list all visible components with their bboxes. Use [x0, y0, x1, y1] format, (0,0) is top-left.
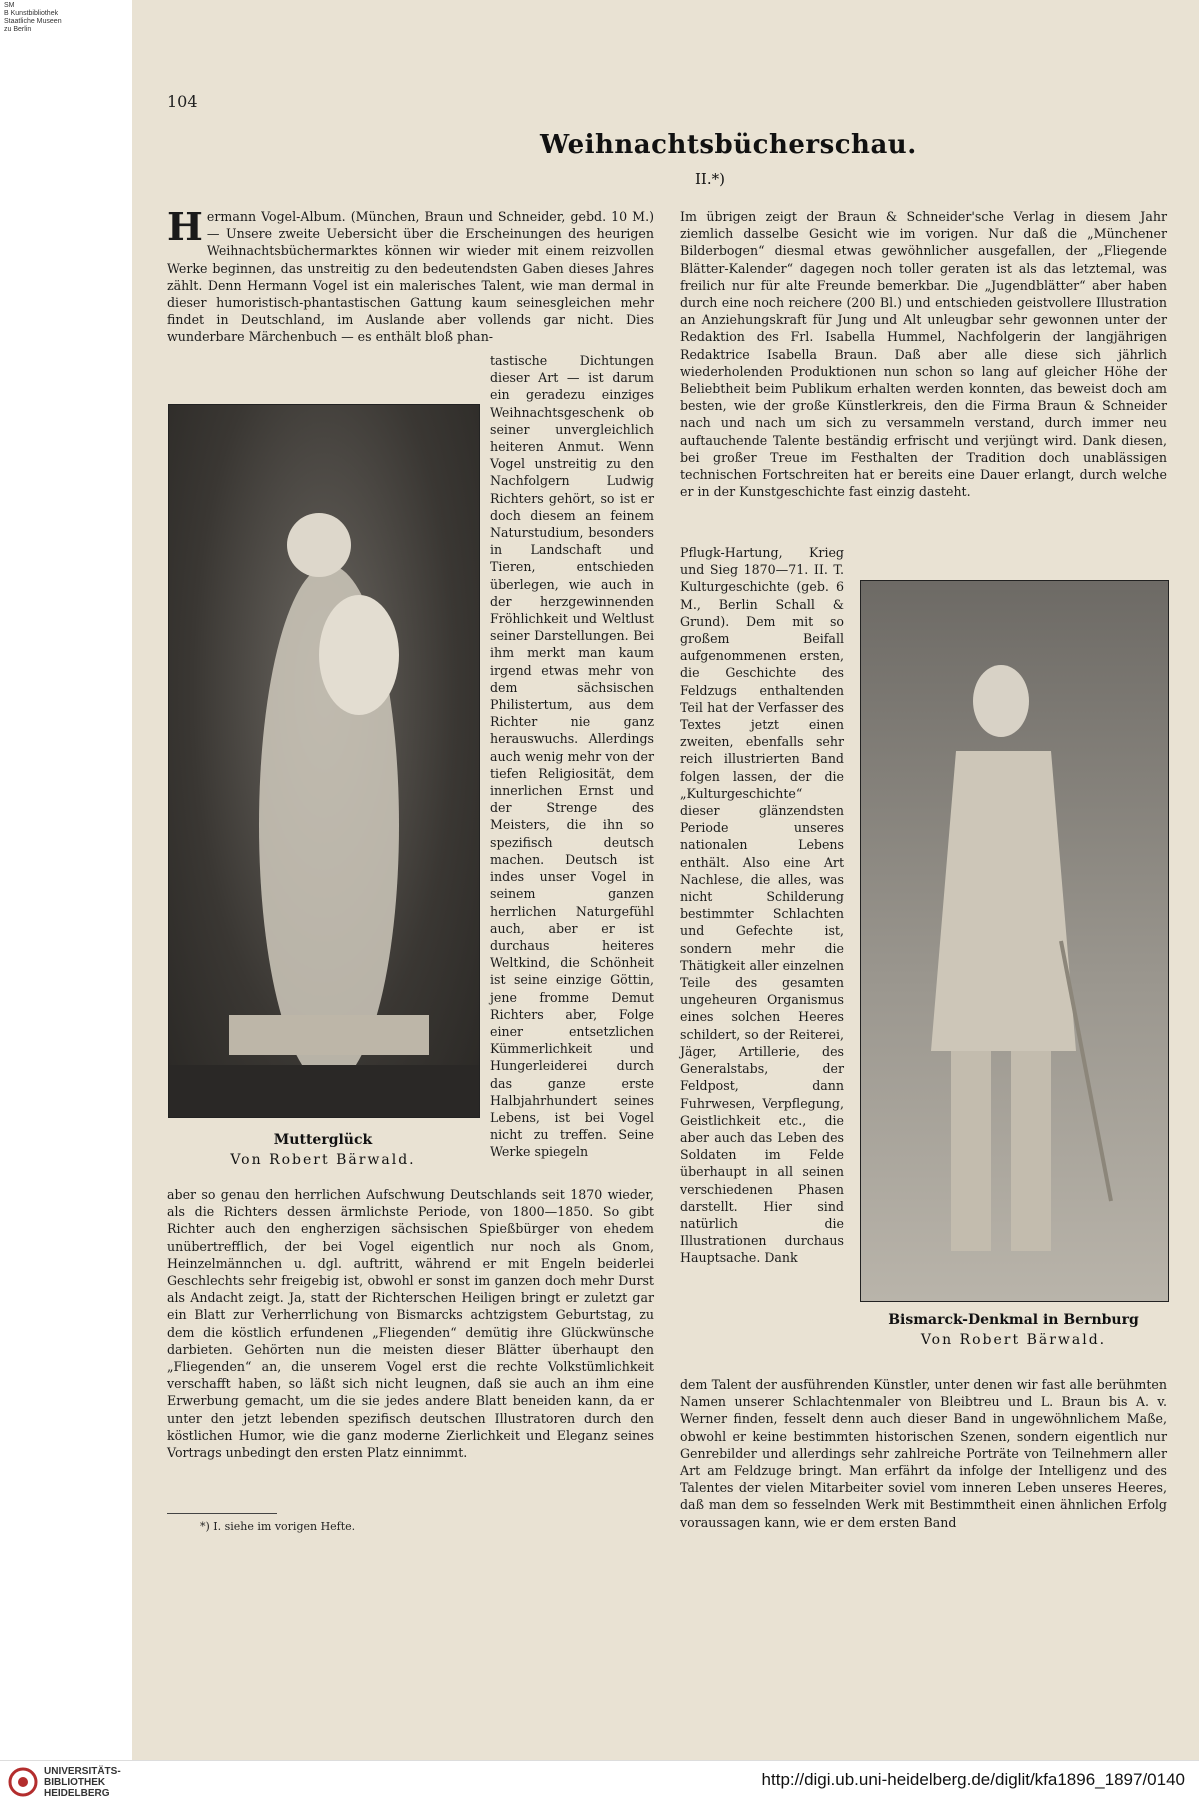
stamp-line: Staatliche Museen: [4, 18, 62, 25]
bismarck-statue-illustration: [861, 581, 1168, 1301]
stamp-line: B Kunstbibliothek: [4, 10, 59, 17]
statue-illustration: [169, 405, 479, 1117]
figure2-caption: [860, 1310, 1167, 1350]
university-logo-icon: [8, 1767, 38, 1797]
page-title: Weihnachtsbücherschau.: [540, 130, 917, 160]
left-bottom-paragraph: aber so genau den herrlichen Aufschwung Deutschlands seit 1870 wieder, als die Richters dessen ärmlichste Periode, von 1800—1850. So gibt Richter auch den engherzigen sächsischen Spießbürger von ehedem unübertrefflich, der bei Vogel eigentlich nur noch als Gnom, Heinzelmännchen u. dgl. auftritt, während er mit Engeln beiderlei Geschlechts sehr freigebig ist, obwohl er sonst im ganzen doch mehr Durst als Andacht zeigt. Ja, statt der Richterschen Heiligen bringt er zuletzt gar ein Blatt zur Verherrlichung von Bismarcks achtzigstem Geburtstag, zu dem die köstlich erfundenen „Fliegenden“ demütig ihre Glückwünsche darbieten. Gehörten nun die meisten dieser Blätter überhaupt den „Fliegenden“ an, die unserem Vogel erst die rechte Volkstümlichkeit verschafft haben, so läßt sich nicht leugnen, daß sie auch an ihm eine Erwerbung gemacht, um die sie jedes andere Blatt beneiden kann, da er unter den jetzt lebenden spezifisch deutschen Illustratoren durch den köstlichen Humor, wie die ganz moderne Zierlichkeit und Eleganz seines Vortrags unbedingt den ersten Platz einnimmt.: [167, 1187, 654, 1461]
library-stamp: [4, 2, 132, 34]
statue-photo-mutterglueck: [168, 404, 480, 1118]
right-top-paragraph: Im übrigen zeigt der Braun & Schneider'sche Verlag in diesem Jahr ziemlich dasselbe Gesicht wie im vorigen. Nur daß die „Münchener Bilderbogen“ diesmal etwas gewöhnlicher ausgefallen, der „Fliegende Blätter-Kalender“ dagegen noch toller geraten ist als das letztemal, was freilich nur für alte Freunde bemerkbar. Die „Jugendblätter“ aber haben durch eine noch reichere (200 Bl.) und entschieden geistvollere Illustration an Anziehungskraft für Jung und Alt unleugbar sehr gewonnen unter der Redaktion des Frl. Isabella Hummel, Nachfolgerin der langjährigen Redaktrice Isabella Braun. Daß aber alle diese sich jährlich wiederholenden Produktionen nun schon so lang auf gleicher Höhe der Beliebtheit beim Publikum erhalten werden konnten, das beweist doch am besten, wie der große Künstlerkreis, den die Firma Braun & Schneider nach und nach um sich zu versammeln verstand, durch immer neu auftauchende Talente beständig erfrischt und verjüngt wird. Dank diesen, bei großer Treue im Festhalten der Tradition doch unablässigen technischen Fortschreiten hat er bereits eine Dauer erlangt, durch welche er in der Kunstgeschichte fast einzig dasteht.: [680, 209, 1167, 500]
statue-photo-bismarck: [860, 580, 1169, 1302]
right-bottom-paragraph: dem Talent der ausführenden Künstler, unter denen wir fast alle berühmten Namen unserer Schlachtenmaler von Bleibtreu und L. Braun bis A. v. Werner finden, fesselt denn auch dieser Band in ungewöhnlichem Maße, obwohl er keine bestimmten historischen Szenen, sondern eigentlich nur Genrebilder und allerdings sehr zahlreiche Porträte von Teilnehmern aller Art am Feldzuge bringt. Man erfährt da infolge der Intelligenz und des Talentes der vielen Mitarbeiter soviel vom inneren Leben unseres Heeres, daß man dem so fesselnden Werk mit Bestimmtheit einen ähnlichen Erfolg voraussagen kann, wie er dem ersten Band: [680, 1377, 1167, 1530]
library-name-line: UNIVERSITÄTS-: [44, 1766, 121, 1777]
dropcap: H: [167, 204, 203, 249]
source-url-link[interactable]: http://digi.ub.uni-heidelberg.de/diglit/kfa1896_1897/0140: [761, 1770, 1185, 1789]
left-top-paragraph: ermann Vogel-Album. (München, Braun und Schneider, gebd. 10 M.) — Unsere zweite Uebersicht über die Erscheinungen des heurigen Weihnachtsbüchermarktes können wir wieder mit einem reizvollen Werke beginnen, das unstreitig zu den bedeutendsten Gaben dieses Jahres zählt. Denn Hermann Vogel ist ein malerisches Talent, wie man dermal in dieser humoristisch-phantastischen Gattung kaum seinesgleichen mehr findet in Deutschland, im Auslande aber vollends gar nicht. Dies wunderbare Märchenbuch — es enthält bloß phan-: [167, 209, 654, 345]
left-column-top: [167, 204, 654, 346]
page-number: 104: [167, 92, 198, 111]
right-column-narrow: [680, 544, 844, 1267]
left-column-narrow: [490, 352, 654, 1161]
library-name: [44, 1766, 121, 1799]
footnote-rule: [167, 1513, 277, 1514]
footer-bar: [0, 1760, 1199, 1802]
stamp-line: SM: [4, 2, 15, 9]
right-column-top: [680, 208, 1167, 500]
left-margin-strip: [0, 0, 132, 1760]
figure1-title: Mutterglück: [273, 1132, 373, 1148]
left-narrow-paragraph: tastische Dichtungen dieser Art — ist darum ein geradezu einziges Weihnachtsgeschenk ob seiner unvergleichlich heiteren Anmut. Wenn Vogel unstreitig zu den Nachfolgern Ludwig Richters gehört, so ist er doch diesem an feinem Naturstudium, besonders in Landschaft und Tieren, entschieden überlegen, wie auch in der herzgewinnenden Fröhlichkeit und Weltlust seiner Darstellungen. Bei ihm merkt man kaum irgend etwas mehr von dem sächsischen Philistertum, aus dem Richter nie ganz herauswuchs. Allerdings auch wenig mehr von der tiefen Religiosität, dem innerlichen Ernst und der Strenge des Meisters, die ihn so spezifisch deutsch machen. Deutsch ist indes unser Vogel in seinem ganzen herrlichen Naturgefühl auch, aber er ist durchaus heiteres Weltkind, die Schönheit ist seine einzige Göttin, jene fromme Demut Richters aber, Folge einer entsetzlichen Kümmerlichkeit und Hungerleiderei durch das ganze erste Halbjahrhundert seines Lebens, ist bei Vogel nicht zu treffen. Seine Werke spiegeln: [490, 353, 654, 1160]
figure2-author: Von Robert Bärwald.: [920, 1332, 1107, 1348]
library-name-line: BIBLIOTHEK: [44, 1777, 106, 1788]
figure2-title: Bismarck-Denkmal in Bernburg: [888, 1312, 1139, 1328]
library-name-line: HEIDELBERG: [44, 1788, 110, 1799]
stamp-line: zu Berlin: [4, 26, 32, 33]
left-column-bottom: [167, 1186, 654, 1461]
figure1-caption: [168, 1130, 478, 1170]
page-subtitle: II.*): [695, 170, 725, 188]
footnote: *) I. siehe im vorigen Hefte.: [200, 1520, 356, 1533]
right-column-bottom: [680, 1376, 1167, 1531]
figure1-author: Von Robert Bärwald.: [230, 1152, 416, 1168]
right-narrow-paragraph: Pflugk-Hartung, Krieg und Sieg 1870—71. II. T. Kulturgeschichte (geb. 6 M., Berlin Schall & Grund). Dem mit so großem Beifall aufgenommenen ersten, die Geschichte des Feldzugs enthaltenden Teil hat der Verfasser des Textes jetzt einen zweiten, ebenfalls sehr reich illustrierten Band folgen lassen, der die „Kulturgeschichte“ dieser glänzendsten Periode unseres nationalen Lebens enthält. Also eine Art Nachlese, die alles, was nicht Schilderung bestimmter Schlachten und Gefechte ist, sondern mehr die Thätigkeit aller einzelnen Teile des gesamten ungeheuren Organismus eines solchen Heeres schildert, so der Reiterei, Jäger, Artillerie, des Generalstabs, der Feldpost, dann Fuhrwesen, Verpflegung, Geistlichkeit etc., die aber auch das Leben des Soldaten im Felde überhaupt in all seinen verschiedenen Phasen darstellt. Hier sind natürlich die Illustrationen durchaus Hauptsache. Dank: [680, 545, 844, 1266]
